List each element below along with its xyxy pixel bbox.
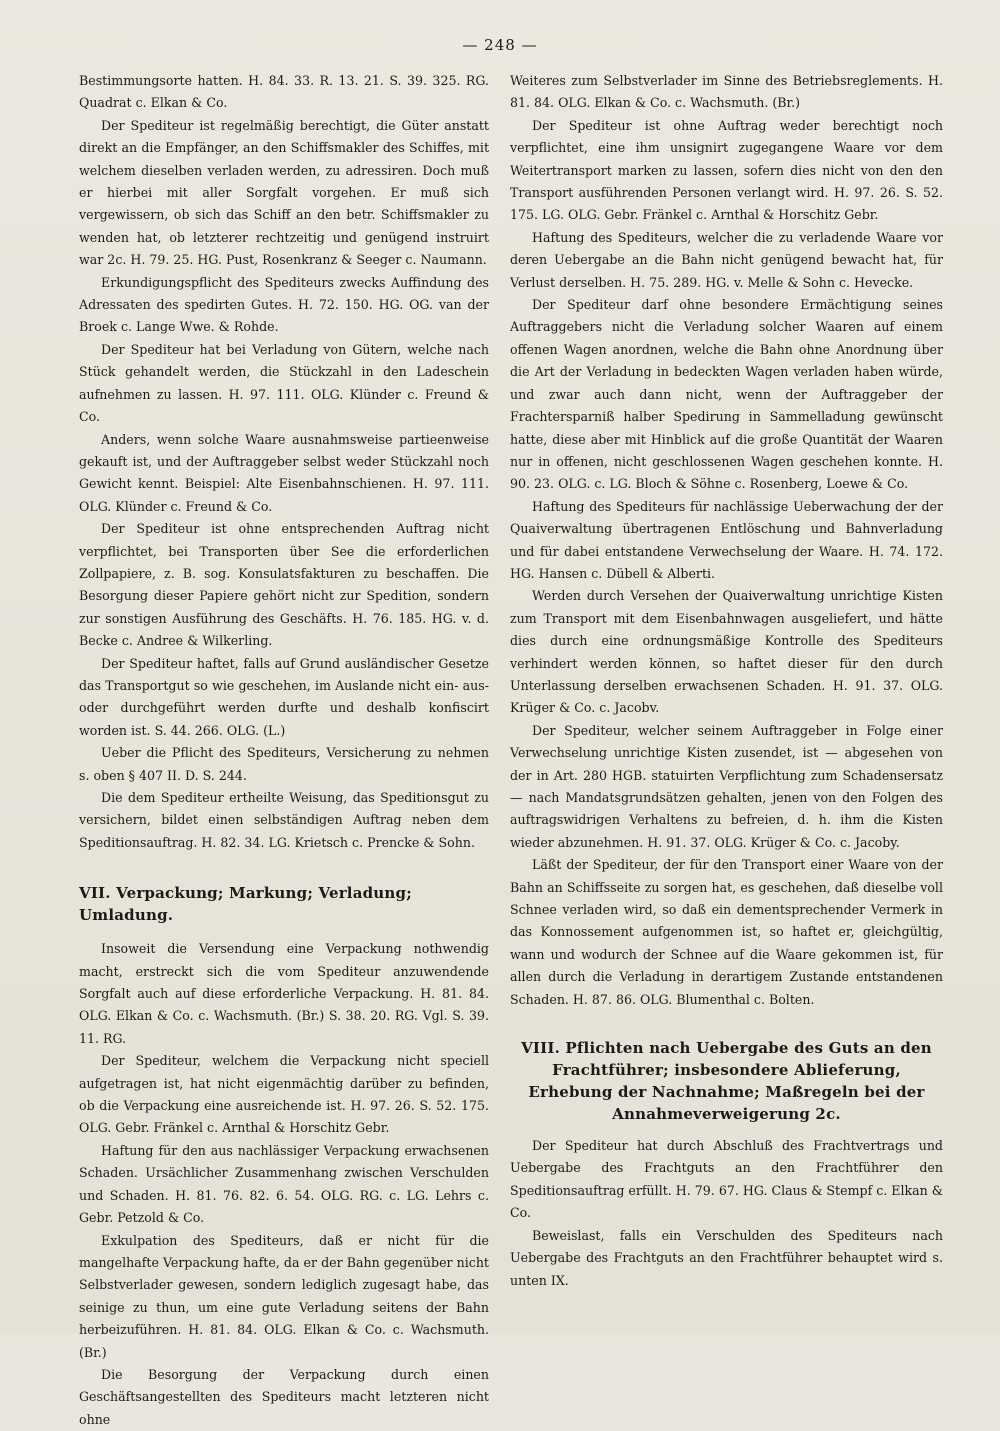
paragraph: Haftung des Spediteurs, welcher die zu verladende Waare vor deren Uebergabe an die Bahn nicht genügend bewacht hat, für Verlust derselben. H. 75. 289. HG. v. Melle & Sohn c. Hevecke. xyxy=(510,229,943,290)
paragraph: Die dem Spediteur ertheilte Weisung, das Speditionsgut zu versichern, bildet einen selbständigen Auftrag neben dem Speditionsauftrag. H. 82. 34. LG. Krietsch c. Prencke & Sohn. xyxy=(79,790,489,850)
paragraph: Der Spediteur, welcher seinem Auftraggeber in Folge einer Verwechselung unrichtige Kisten zusendet, ist — abgesehen von der in Art. 280 HGB. statuirten Verpflichtung zum Schadensersatz — nach Mandatsgrundsätzen gehalten, jenen von den Folgen des auftragswidrigen Verhaltens zu befreien, d. h. ihm die Kisten wieder abzunehmen. H. 91. 37. OLG. Krüger & Co. c. Jacoby. xyxy=(510,722,943,850)
paragraph: Der Spediteur haftet, falls auf Grund ausländischer Gesetze das Transportgut so wie geschehen, im Auslande nicht ein- aus- oder durchgeführt werden durfte und deshalb konfiscirt worden ist. S. 44. 266. OLG. (L.) xyxy=(79,655,489,738)
paragraph: Anders, wenn solche Waare ausnahmsweise partieenweise gekauft ist, und der Auftraggeber selbst weder Stückzahl noch Gewicht kennt. Beispiel: Alte Eisenbahnschienen. H. 97. 111. OLG. Klünder c. Freund & Co. xyxy=(79,431,489,514)
left-column xyxy=(79,70,489,1431)
page-number: — 248 — xyxy=(462,36,538,54)
paragraph: Exkulpation des Spediteurs, daß er nicht für die mangelhafte Verpackung hafte, da er der Bahn gegenüber nicht Selbstverlader gewesen, sondern lediglich zugesagt habe, das seinige zu thun, um eine gute Verladung seitens der Bahn herbeizuführen. H. 81. 84. OLG. Elkan & Co. c. Wachsmuth. (Br.) xyxy=(79,1232,489,1360)
paragraph: Werden durch Versehen der Quaiverwaltung unrichtige Kisten zum Transport mit dem Eisenbahnwagen ausgeliefert, und hätte dies durch eine ordnungsmäßige Kontrolle des Spediteurs verhindert werden können, so haftet dieser für den durch Unterlassung derselben erwachsenen Schaden. H. 91. 37. OLG. Krüger & Co. c. Jacobv. xyxy=(510,588,943,716)
paragraph: Der Spediteur hat bei Verladung von Gütern, welche nach Stück gehandelt werden, die Stückzahl in den Ladeschein aufnehmen zu lassen. H. 97. 111. OLG. Klünder c. Freund & Co. xyxy=(79,341,489,425)
right-column xyxy=(510,70,943,1292)
paragraph: Beweislast, falls ein Verschulden des Spediteurs nach Uebergabe des Frachtguts an den Frachtführer behauptet wird s. unten IX. xyxy=(510,1227,943,1288)
paragraph: Bestimmungsorte hatten. H. 84. 33. R. 13. 21. S. 39. 325. RG. Quadrat c. Elkan & Co. xyxy=(79,73,489,111)
paragraph: Der Spediteur, welchem die Verpackung nicht speciell aufgetragen ist, hat nicht eigenmächtig darüber zu befinden, ob die Verpackung eine ausreichende ist. H. 97. 26. S. 52. 175. OLG. Gebr. Fränkel c. Arnthal & Horschitz Gebr. xyxy=(79,1053,489,1136)
paragraph: Haftung des Spediteurs für nachlässige Ueberwachung der der Quaiverwaltung übertragenen Entlöschung und Bahnverladung und für dabei entstandene Verwechselung der Waare. H. 74. 172. HG. Hansen c. Dübell & Alberti. xyxy=(510,498,943,581)
paragraph: Insoweit die Versendung eine Verpackung nothwendig macht, erstreckt sich die vom Spediteur anzuwendende Sorgfalt auch auf diese erforderliche Verpackung. H. 81. 84. OLG. Elkan & Co. c. Wachsmuth. (Br.) S. 38. 20. RG. Vgl. S. 39. 11. RG. xyxy=(79,941,489,1046)
section-heading: VII. Verpackung; Markung; Verladung; Umladung. xyxy=(79,884,412,925)
section-heading: VIII. Pflichten nach Uebergabe des Guts an den Frachtführer; insbesondere Ablieferung, Erhebung der Nachnahme; Maßregeln bei der Annahmeverweigerung 2c. xyxy=(521,1039,932,1124)
paragraph: Der Spediteur darf ohne besondere Ermächtigung seines Auftraggebers nicht die Verladung solcher Waaren auf einem offenen Wagen anordnen, welche die Bahn ohne Anordnung über die Art der Verladung in bedeckten Wagen verladen haben würde, und zwar auch dann nicht, wenn der Auftraggeber der Frachtersparniß halber Spedirung in Sammelladung gewünscht hatte, diese aber mit Hinblick auf die große Quantität der Waaren nur in offenen, nicht geschlossenen Wagen geschehen konnte. H. 90. 23. OLG. c. LG. Bloch & Söhne c. Rosenberg, Loewe & Co. xyxy=(510,297,943,492)
paragraph: Ueber die Pflicht des Spediteurs, Versicherung zu nehmen s. oben § 407 II. D. S. 244. xyxy=(79,745,489,783)
paragraph: Haftung für den aus nachlässiger Verpackung erwachsenen Schaden. Ursächlicher Zusammenhang zwischen Verschulden und Schaden. H. 81. 76. 82. 6. 54. OLG. RG. c. LG. Lehrs c. Gebr. Petzold & Co. xyxy=(79,1142,489,1226)
paragraph: Weiteres zum Selbstverlader im Sinne des Betriebsreglements. H. 81. 84. OLG. Elkan & Co. c. Wachsmuth. (Br.) xyxy=(510,73,943,111)
paragraph: Erkundigungspflicht des Spediteurs zwecks Auffindung des Adressaten des spedirten Gutes. H. 72. 150. HG. OG. van der Broek c. Lange Wwe. & Rohde. xyxy=(79,274,489,335)
paragraph: Der Spediteur ist ohne entsprechenden Auftrag nicht verpflichtet, bei Transporten über See die erforderlichen Zollpapiere, z. B. sog. Konsulatsfakturen zu beschaffen. Die Besorgung dieser Papiere gehört nicht zur Spedition, sondern zur sonstigen Ausführung des Geschäfts. H. 76. 185. HG. v. d. Becke c. Andree & Wilkerling. xyxy=(79,521,489,649)
paragraph: Der Spediteur ist ohne Auftrag weder berechtigt noch verpflichtet, eine ihm unsignirt zugegangene Waare vor dem Weitertransport marken zu lassen, sofern dies nicht von den den Transport ausführenden Personen verlangt wird. H. 97. 26. S. 52. 175. LG. OLG. Gebr. Fränkel c. Arnthal & Horschitz Gebr. xyxy=(510,117,943,223)
paragraph: Die Besorgung der Verpackung durch einen Geschäftsangestellten des Spediteurs macht letzteren nicht ohne xyxy=(79,1366,489,1427)
paragraph: Der Spediteur ist regelmäßig berechtigt, die Güter anstatt direkt an die Empfänger, an den Schiffsmakler des Schiffes, mit welchem dieselben verladen werden, zu adressiren. Doch muß er hierbei mit aller Sorgfalt vorgehen. Er muß sich vergewissern, ob sich das Schiff an den betr. Schiffsmakler zu wenden hat, ob letzterer rechtzeitig und genügend instruirt war 2c. H. 79. 25. HG. Pust, Rosenkranz & Seeger c. Naumann. xyxy=(79,117,489,268)
paragraph: Läßt der Spediteur, der für den Transport einer Waare von der Bahn an Schiffsseite zu sorgen hat, es geschehen, daß dieselbe voll Schnee verladen wird, so daß ein dementsprechender Vermerk in das Konnossement aufgenommen ist, so haftet er, gleichgültig, wann und wodurch der Schnee auf die Waare gekommen ist, für allen durch die Verladung in derartigem Zustande entstandenen Schaden. H. 87. 86. OLG. Blumenthal c. Bolten. xyxy=(510,857,943,1007)
paragraph: Der Spediteur hat durch Abschluß des Frachtvertrags und Uebergabe des Frachtguts an den Frachtführer den Speditionsauftrag erfüllt. H. 79. 67. HG. Claus & Stempf c. Elkan & Co. xyxy=(510,1138,943,1221)
